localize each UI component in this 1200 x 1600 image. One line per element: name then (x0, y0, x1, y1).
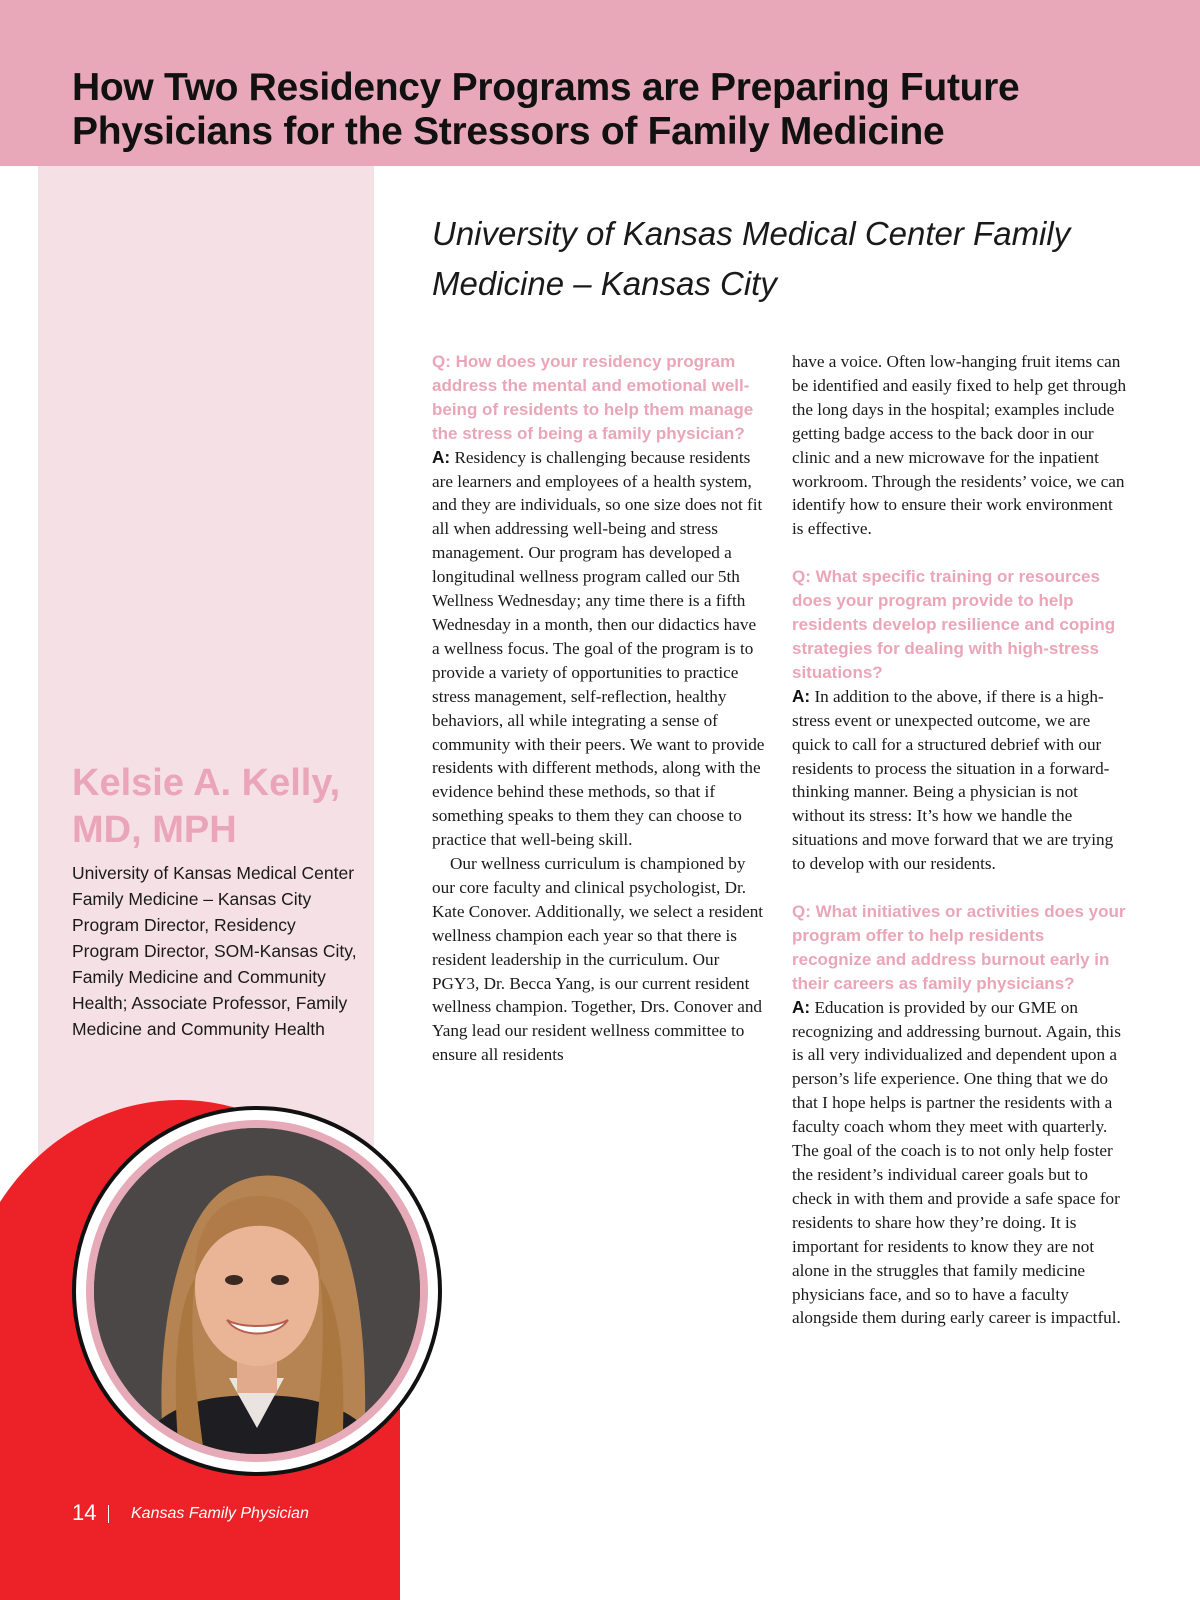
article-title: How Two Residency Programs are Preparing Future Physicians for the Stressors of Family Medicine (72, 66, 1020, 153)
answer-label: A: (792, 996, 811, 1017)
header-banner (0, 0, 1200, 166)
publication-name: Kansas Family Physician (131, 1505, 309, 1522)
answer-label: A: (432, 446, 451, 467)
article-column-2 (792, 350, 1128, 1330)
portrait-illustration (94, 1128, 420, 1454)
answer-1-text: Residency is challenging because residents are learners and employees of a health system, and they are individuals, so one size does not fit all when addressing well-being and stress management. Our program has developed a longitudinal wellness program called our 5th Wellness Wednesday; any time there is a fifth Wednesday in a month, then our didactics have a wellness focus. The goal of the program is to provide a variety of opportunities to practice stress management, self-reflection, healthy behaviors, all while integrating a sense of community with their peers. We want to provide residents with different methods, along with the evidence behind these methods, so that if something speaks to them they can choose to practice that well-being skill. (432, 447, 765, 850)
page-number: 14 (72, 1500, 97, 1525)
answer-2 (792, 685, 1128, 876)
profile-bio: University of Kansas Medical Center Family Medicine – Kansas City Program Director, Residency Program Director, SOM-Kansas City, Family Medicine and Community Health; Associate Professor, Family Medicine and Community Health (72, 863, 357, 1039)
answer-3 (792, 996, 1128, 1331)
question-3: Q: What initiatives or activities does your program offer to help residents recognize and address burnout early in their careers as family physicians? (792, 902, 1126, 993)
profile-name: Kelsie A. Kelly, MD, MPH (72, 762, 341, 851)
portrait-photo (94, 1128, 420, 1454)
footer-divider (108, 1505, 109, 1523)
answer-label: A: (792, 685, 811, 706)
answer-1-continued-col2: have a voice. Often low-hanging fruit items can be identified and easily fixed to help get through the long days in the hospital; examples include getting badge access to the back door in our clinic and a new microwave for the inpatient workroom. Through the residents’ voice, we can identify how to ensure their work environment is effective. (792, 352, 1127, 539)
question-2: Q: What specific training or resources does your program provide to help residents develop resilience and coping strategies for dealing with high-stress situations? (792, 567, 1116, 682)
article-column-1 (432, 350, 768, 1067)
answer-1 (432, 446, 768, 852)
question-1: Q: How does your residency program address the mental and emotional well-being of residents to help them manage the stress of being a family physician? (432, 352, 754, 443)
answer-3-text: Education is provided by our GME on recognizing and addressing burnout. Again, this is all very individualized and dependent upon a person’s life experience. One thing that we do that I hope helps is partner the residents with a faculty coach whom they meet with quarterly. The goal of the coach is to not only help foster the resident’s individual career goals but to check in with them and provide a safe space for residents to share how they’re doing. It is important for residents to know they are not alone in the struggles that family medicine physicians face, and so to have a faculty alongside them during early career is impactful. (792, 997, 1121, 1328)
answer-1-continued: Our wellness curriculum is championed by our core faculty and clinical psychologist, Dr. Kate Conover. Additionally, we select a resident wellness champion each year so that there is resident leadership in the curriculum. Our PGY3, Dr. Becca Yang, is our current resident wellness champion. Together, Drs. Conover and Yang lead our resident wellness committee to ensure all residents (432, 854, 764, 1065)
program-subtitle: University of Kansas Medical Center Family Medicine – Kansas City (432, 215, 1071, 302)
answer-2-text: In addition to the above, if there is a high-stress event or unexpected outcome, we are quick to call for a structured debrief with our residents to process the situation in a forward-thinking manner. Being a physician is not without its stress: It’s how we handle the situations and move forward that we are trying to develop with our residents. (792, 686, 1114, 874)
